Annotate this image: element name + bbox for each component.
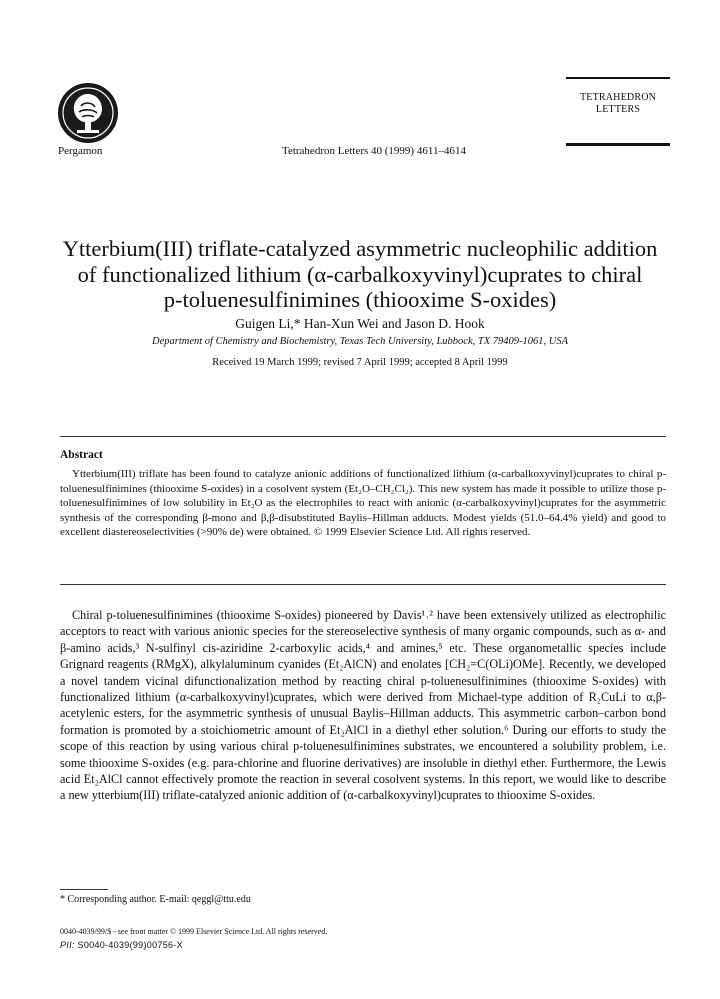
publisher-name: Pergamon [58, 145, 103, 157]
authors: Guigen Li,* Han-Xun Wei and Jason D. Hook [235, 316, 485, 331]
corresponding-author-footnote: * Corresponding author. E-mail: qeggl@ttu.edu [60, 894, 251, 905]
article-title-line2: of functionalized lithium (α-carbalkoxyvinyl)cuprates to chiral [77, 261, 643, 287]
article-title-line1: Ytterbium(III) triflate-catalyzed asymmetric nucleophilic addition [62, 236, 658, 261]
abstract-rule-bottom [60, 584, 666, 585]
brand-rule-bottom [566, 143, 670, 146]
abstract-rule-top [60, 436, 666, 437]
issn-line: 0040-4039/99/$ - see front matter © 1999 Elsevier Science Ltd. All rights reserved. [60, 927, 328, 936]
journal-brand-line1: TETRAHEDRON [579, 92, 657, 103]
pii-label: PII: [60, 940, 75, 950]
body-paragraph: Chiral p-toluenesulfinimines (thiooxime S-oxides) pioneered by Davis¹˒² have been extensively utilized as electrophilic acceptors to react with various anionic species for the stereoselective synthesis of many organic compounds, such as α- and β-amino acids,³ N-sulfinyl cis-aziridine 2-carboxylic acids,⁴ and amines,⁵ etc. These organometallic species include Grignard reagents (RMgX), alkylaluminum cyanides (Et₂AlCN) and enolates [CH₂=C(OLi)OMe]. Recently, we developed a novel tandem vicinal difunctionalization method by reacting chiral p-toluenesulfinimines (thiooxime S-oxides) with functionalized lithium (α-carbalkoxyvinyl)cuprates, which were derived from Michael-type addition of R₂CuLi to α,β-acetylenic esters, for the asymmetric synthesis of unusual Baylis–Hillman adducts. This asymmetric carbon–carbon bond formation is promoted by a stoichiometric amount of Et₂AlCl in a diethyl ether solution.⁶ During our efforts to study the scope of this reaction by using various chiral p-toluenesulfinimines substrates, we encountered a solubility problem, i.e. some thiooxime S-oxides (e.g. para-chlorine and fluorine derivatives) are insoluble in diethyl ether. Furthermore, the Lewis acid Et₂AlCl cannot effectively promote the reaction in several cosolvent systems. In this report, we would like to describe a new ytterbium(III) triflate-catalyzed anionic addition of (α-carbalkoxyvinyl)cuprates to thiooxime S-oxides. [60, 608, 666, 803]
pii-line [60, 940, 183, 950]
journal-reference: Tetrahedron Letters 40 (1999) 4611–4614 [282, 145, 466, 157]
journal-brand-line2: LETTERS [595, 104, 641, 115]
abstract-text: Ytterbium(III) triflate has been found to catalyze anionic additions of functionalized lithium (α-carbalkoxyvinyl)cuprates to chiral p-toluenesulfinimines (thiooxime S-oxides) in a cosolvent system (Et₂O–CH₂Cl₂). This new system has made it possible to utilize those p-toluenesulfinimines of low solubility in Et₂O as the electrophiles to react with anionic (α-carbalkoxyvinyl)cuprates for the asymmetric synthesis of the corresponding β-mono and β,β-disubstituted Baylis–Hillman adducts. Modest yields (51.0–64.4% yield) and good to excellent diastereoselectivities (>90% de) were obtained. © 1999 Elsevier Science Ltd. All rights reserved. [60, 468, 666, 538]
article-title [40, 236, 680, 313]
affiliation: Department of Chemistry and Biochemistry, Texas Tech University, Lubbock, TX 79409-1061, USA [152, 336, 568, 347]
brand-rule-top [566, 77, 670, 79]
abstract-heading: Abstract [60, 449, 103, 461]
journal-brand [566, 92, 670, 116]
article-title-line3: p-toluenesulfinimines (thiooxime S-oxides) [163, 287, 557, 312]
received-dates: Received 19 March 1999; revised 7 April 1999; accepted 8 April 1999 [212, 357, 508, 368]
footnote-rule [60, 889, 108, 890]
elsevier-tree-seal-icon [57, 82, 119, 144]
pii-value: S0040-4039(99)00756-X [77, 940, 183, 950]
